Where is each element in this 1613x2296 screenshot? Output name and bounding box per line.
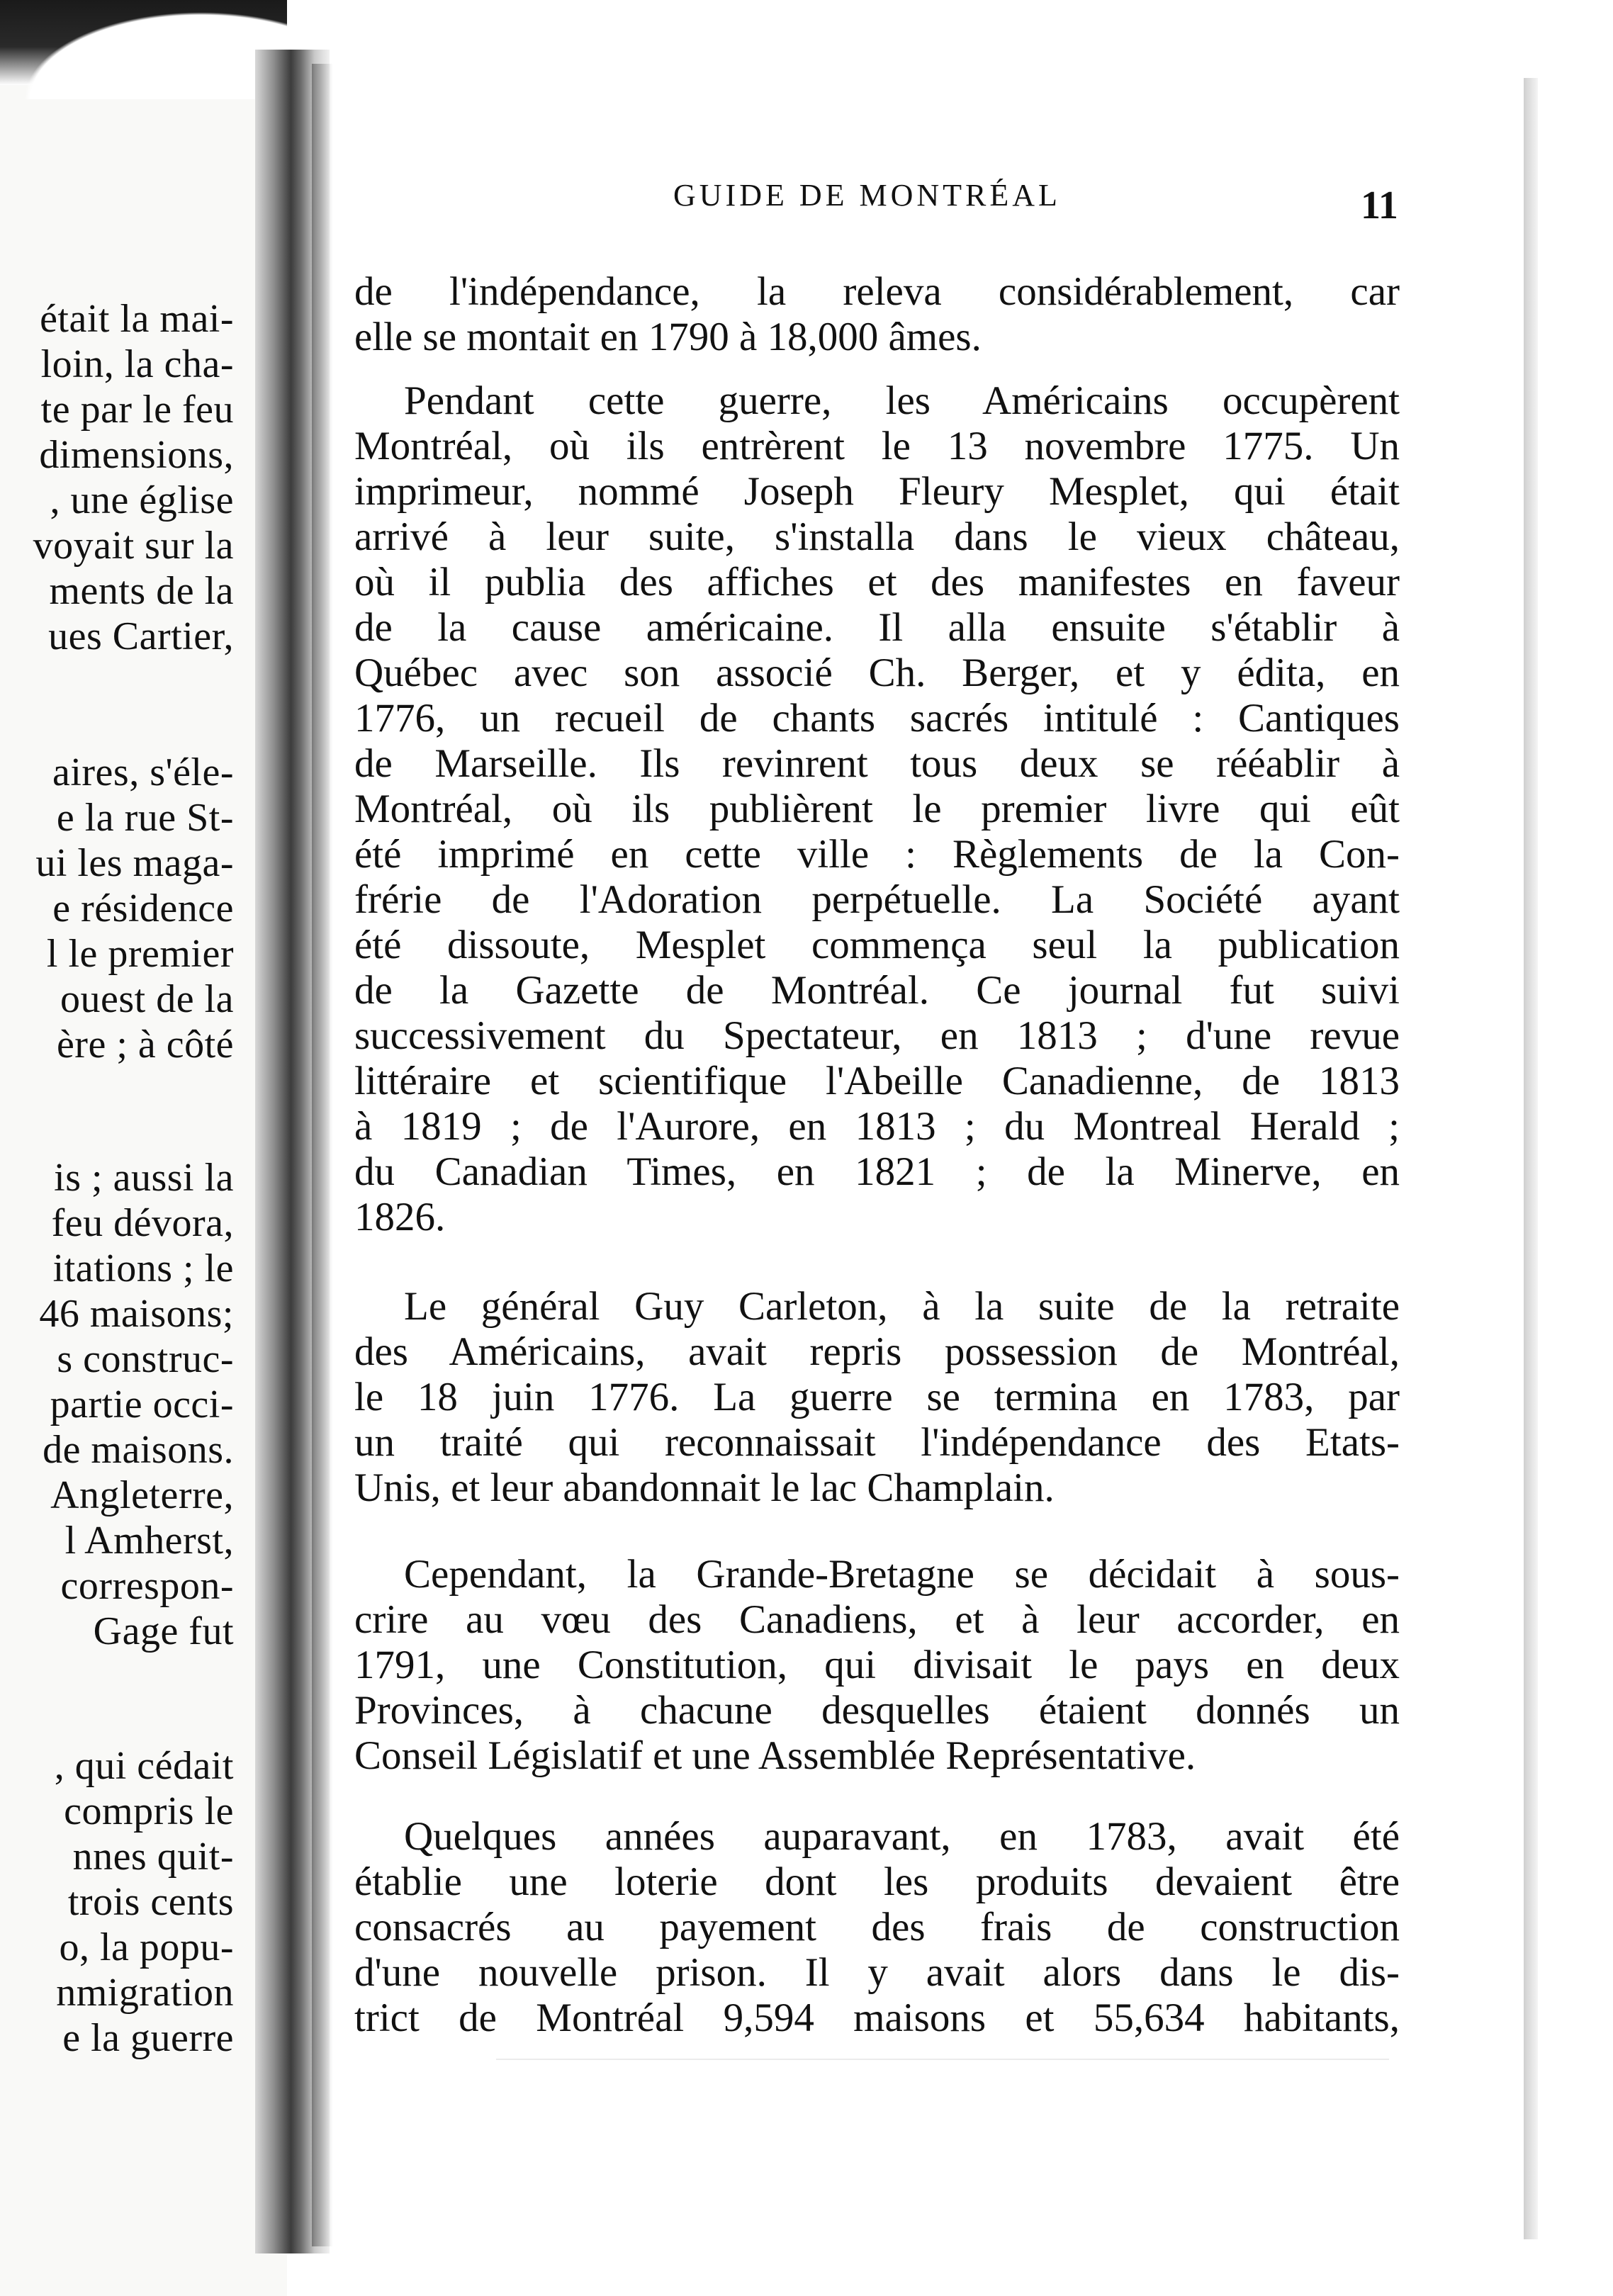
left-page xyxy=(0,0,287,2296)
text-line: Montréal, où ils entrèrent le 13 novembre 1775. Un xyxy=(354,424,1400,468)
left-line: ère ; à côté xyxy=(56,1023,234,1067)
text-line: de Marseille. Ils revinrent tous deux se rééablir à xyxy=(354,741,1400,786)
text-line: été imprimé en cette ville : Règlements de la Con- xyxy=(354,832,1400,877)
text-line: frérie de l'Adoration perpétuelle. La Société ayant xyxy=(354,877,1400,922)
bleed-through-line xyxy=(496,2059,1389,2060)
left-line: aires, s'éle- xyxy=(52,750,234,794)
text-line: où il publia des affiches et des manifestes en faveur xyxy=(354,560,1400,604)
text-line: arrivé à leur suite, s'installa dans le vieux château, xyxy=(354,514,1400,559)
left-line: trois cents xyxy=(67,1880,234,1924)
text-line: un traité qui reconnaissait l'indépendance des Etats- xyxy=(354,1420,1400,1465)
left-line: voyait sur la xyxy=(33,524,234,568)
left-line: correspon- xyxy=(60,1564,234,1608)
text-line: d'une nouvelle prison. Il y avait alors dans le dis- xyxy=(354,1950,1400,1995)
text-line: elle se montait en 1790 à 18,000 âmes. xyxy=(354,315,982,359)
text-line: de la cause américaine. Il alla ensuite s'établir à xyxy=(354,605,1400,650)
left-line: ui les maga- xyxy=(35,841,234,885)
left-line: ues Cartier, xyxy=(48,614,234,658)
left-line: ments de la xyxy=(49,569,234,613)
left-line: Angleterre, xyxy=(50,1473,234,1517)
left-line: l le premier xyxy=(46,932,234,976)
text-line: établie une loterie dont les produits devaient être xyxy=(354,1859,1400,1904)
left-line: dimensions, xyxy=(39,433,234,477)
left-page-curl xyxy=(0,0,287,99)
text-line: trict de Montréal 9,594 maisons et 55,634 habitants, xyxy=(354,1996,1400,2040)
right-page-edge xyxy=(1524,78,1538,2239)
left-line: l Amherst, xyxy=(64,1519,234,1563)
left-line: loin, la cha- xyxy=(40,342,234,386)
text-line: imprimeur, nommé Joseph Fleury Mesplet, qui était xyxy=(354,469,1400,514)
text-line: crire au vœu des Canadiens, et à leur accorder, en xyxy=(354,1597,1400,1642)
left-line: Gage fut xyxy=(93,1609,234,1653)
text-line: Québec avec son associé Ch. Berger, et y édita, en xyxy=(354,651,1400,695)
left-line: était la mai- xyxy=(40,297,234,341)
text-line: 1826. xyxy=(354,1195,446,1239)
text-line: Pendant cette guerre, les Américains occupèrent xyxy=(404,378,1400,423)
text-line: Montréal, où ils publièrent le premier livre qui eût xyxy=(354,787,1400,831)
text-line: Provinces, à chacune desquelles étaient donnés un xyxy=(354,1688,1400,1733)
left-line: is ; aussi la xyxy=(54,1156,234,1200)
left-line: de maisons. xyxy=(43,1428,234,1472)
left-line: , une église xyxy=(50,478,234,522)
left-line: 46 maisons; xyxy=(39,1292,234,1336)
left-line: e la rue St- xyxy=(56,796,234,840)
left-line: feu dévora, xyxy=(51,1201,234,1245)
text-line: de l'indépendance, la releva considérablement, car xyxy=(354,269,1400,314)
left-line: , qui cédait xyxy=(54,1744,234,1788)
left-line: e résidence xyxy=(52,887,234,930)
text-line: Le général Guy Carleton, à la suite de la retraite xyxy=(404,1284,1400,1329)
text-line: à 1819 ; de l'Aurore, en 1813 ; du Montreal Herald ; xyxy=(354,1104,1400,1149)
left-line: te par le feu xyxy=(40,388,234,432)
text-line: des Américains, avait repris possession de Montréal, xyxy=(354,1329,1400,1374)
text-line: de la Gazette de Montréal. Ce journal fut suivi xyxy=(354,968,1400,1013)
running-header: GUIDE DE MONTRÉAL xyxy=(673,178,1061,213)
text-line: Conseil Législatif et une Assemblée Représentative. xyxy=(354,1733,1196,1778)
left-line: compris le xyxy=(64,1789,234,1833)
left-line: partie occi- xyxy=(50,1383,234,1426)
gutter-shadow xyxy=(312,64,333,2246)
text-line: du Canadian Times, en 1821 ; de la Minerve, en xyxy=(354,1149,1400,1194)
left-line: o, la popu- xyxy=(59,1925,234,1969)
page-number: 11 xyxy=(1361,184,1398,227)
text-line: Unis, et leur abandonnait le lac Champlain. xyxy=(354,1465,1055,1510)
left-line: s construc- xyxy=(57,1337,234,1381)
left-line: itations ; le xyxy=(52,1247,234,1290)
left-line: e la guerre xyxy=(62,2016,234,2060)
text-line: Quelques années auparavant, en 1783, avait été xyxy=(404,1814,1400,1859)
left-line: nnes quit- xyxy=(72,1835,234,1879)
text-line: 1776, un recueil de chants sacrés intitulé : Cantiques xyxy=(354,696,1400,741)
text-line: 1791, une Constitution, qui divisait le pays en deux xyxy=(354,1643,1400,1687)
text-line: littéraire et scientifique l'Abeille Canadienne, de 1813 xyxy=(354,1059,1400,1103)
text-line: le 18 juin 1776. La guerre se termina en 1783, par xyxy=(354,1375,1400,1419)
text-line: Cependant, la Grande-Bretagne se décidait à sous- xyxy=(404,1552,1400,1597)
text-line: successivement du Spectateur, en 1813 ; d'une revue xyxy=(354,1013,1400,1058)
left-line: nmigration xyxy=(56,1971,234,2015)
left-line: ouest de la xyxy=(60,977,234,1021)
text-line: été dissoute, Mesplet commença seul la publication xyxy=(354,923,1400,967)
text-line: consacrés au payement des frais de construction xyxy=(354,1905,1400,1949)
